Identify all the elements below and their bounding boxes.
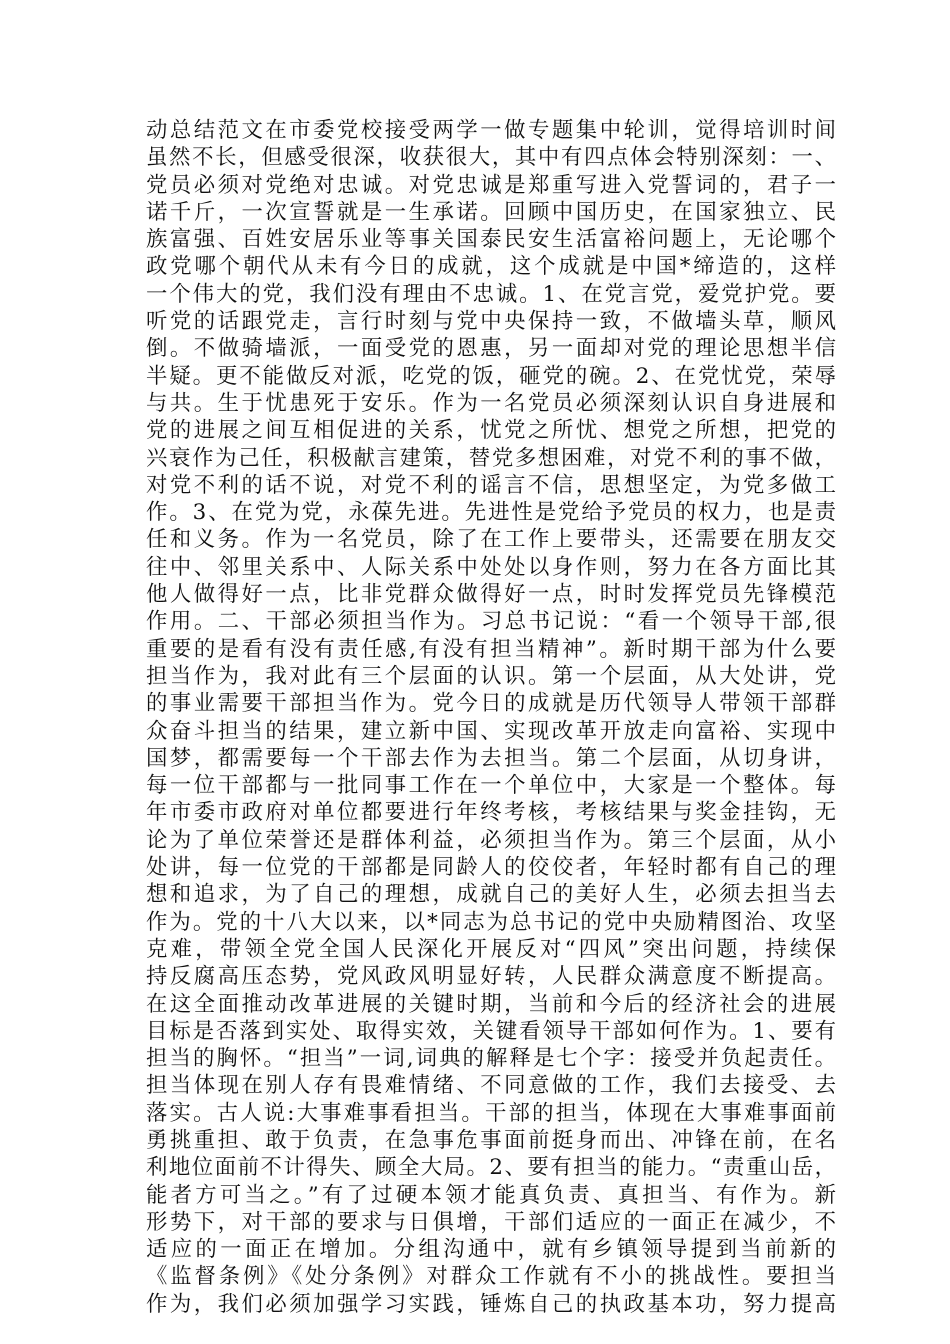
text-line: 持反腐高压态势，党风政风明显好转，人民群众满意度不断提高。 <box>146 964 836 990</box>
text-line: 担当体现在别人存有畏难情绪、不同意做的工作，我们去接受、去 <box>146 1073 836 1099</box>
text-line: 一个伟大的党，我们没有理由不忠诚。1、在党言党，爱党护党。要 <box>146 281 836 307</box>
text-line: 对党不利的话不说，对党不利的谣言不信，思想坚定，为党多做工 <box>146 472 836 498</box>
text-line: 每一位干部都与一批同事工作在一个单位中，大家是一个整体。每 <box>146 773 836 799</box>
text-line: 《监督条例》《处分条例》对群众工作就有不小的挑战性。要担当 <box>146 1264 836 1290</box>
text-line: 半疑。更不能做反对派，吃党的饭，砸党的碗。2、在党忧党，荣辱 <box>146 363 836 389</box>
text-line: 诺千斤，一次宣誓就是一生承诺。回顾中国历史，在国家独立、民 <box>146 199 836 225</box>
text-line: 勇挑重担、敢于负责，在急事危事面前挺身而出、冲锋在前，在名 <box>146 1127 836 1153</box>
text-line: 作为，我们必须加强学习实践，锤炼自己的执政基本功，努力提高 <box>146 1291 836 1317</box>
text-line: 党员必须对党绝对忠诚。对党忠诚是郑重写进入党誓词的，君子一 <box>146 172 836 198</box>
text-line: 想和追求，为了自己的理想，成就自己的美好人生，必须去担当去 <box>146 882 836 908</box>
text-line: 往中、邻里关系中、人际关系中处处以身作则，努力在各方面比其 <box>146 554 836 580</box>
text-line: 形势下，对干部的要求与日俱增，干部们适应的一面正在减少，不 <box>146 1209 836 1235</box>
text-line: 的事业需要干部担当作为。党今日的成就是历代领导人带领干部群 <box>146 691 836 717</box>
text-line: 听党的话跟党走，言行时刻与党中央保持一致，不做墙头草，顺风 <box>146 309 836 335</box>
text-line: 虽然不长，但感受很深，收获很大，其中有四点体会特别深刻：一、 <box>146 145 836 171</box>
text-line: 适应的一面正在增加。分组沟通中，就有乡镇领导提到当前新的 <box>146 1237 836 1263</box>
text-line: 在这全面推动改革进展的关键时期，当前和今后的经济社会的进展 <box>146 991 836 1017</box>
text-line: 倒。不做骑墙派，一面受党的恩惠，另一面却对党的理论思想半信 <box>146 336 836 362</box>
text-line: 处讲，每一位党的干部都是同龄人的佼佼者，年轻时都有自己的理 <box>146 855 836 881</box>
text-line: 党的进展之间互相促进的关系，忧党之所忧、想党之所想，把党的 <box>146 418 836 444</box>
text-line: 作。3、在党为党，永葆先进。先进性是党给予党员的权力，也是责 <box>146 500 836 526</box>
text-line: 作用。二、干部必须担当作为。习总书记说：“看一个领导干部,很 <box>146 609 836 635</box>
text-line: 他人做得好一点，比非党群众做得好一点，时时发挥党员先锋模范 <box>146 582 836 608</box>
body-text <box>146 117 836 1318</box>
text-line: 担当作为，我对此有三个层面的认识。第一个层面，从大处讲，党 <box>146 663 836 689</box>
text-line: 国梦，都需要每一个干部去作为去担当。第二个层面，从切身讲， <box>146 745 836 771</box>
text-line: 目标是否落到实处、取得实效，关键看领导干部如何作为。1、要有 <box>146 1018 836 1044</box>
text-line: 动总结范文在市委党校接受两学一做专题集中轮训，觉得培训时间 <box>146 118 836 143</box>
text-line: 作为。党的十八大以来，以*同志为总书记的党中央励精图治、攻坚 <box>146 909 836 935</box>
text-line: 政党哪个朝代从未有今日的成就，这个成就是中国*缔造的，这样 <box>146 254 836 280</box>
text-line: 年市委市政府对单位都要进行年终考核，考核结果与奖金挂钩，无 <box>146 800 836 826</box>
text-line: 任和义务。作为一名党员，除了在工作上要带头，还需要在朋友交 <box>146 527 836 553</box>
text-line: 利地位面前不计得失、顾全大局。2、要有担当的能力。“责重山岳， <box>146 1155 836 1181</box>
text-line: 克难，带领全党全国人民深化开展反对“四风”突出问题，持续保 <box>146 936 836 962</box>
text-line: 众奋斗担当的结果，建立新中国、实现改革开放走向富裕、实现中 <box>146 718 836 744</box>
text-line: 兴衰作为己任，积极献言建策，替党多想困难，对党不利的事不做， <box>146 445 836 471</box>
text-line: 论为了单位荣誉还是群体利益，必须担当作为。第三个层面，从小 <box>146 827 836 853</box>
text-line: 担当的胸怀。“担当”一词,词典的解释是七个字：接受并负起责任。 <box>146 1046 836 1072</box>
text-line: 重要的是看有没有责任感,有没有担当精神”。新时期干部为什么要 <box>146 636 836 662</box>
text-line: 与共。生于忧患死于安乐。作为一名党员必须深刻认识自身进展和 <box>146 390 836 416</box>
text-line: 族富强、百姓安居乐业等事关国泰民安生活富裕问题上，无论哪个 <box>146 227 836 253</box>
text-line: 能者方可当之。”有了过硬本领才能真负责、真担当、有作为。新 <box>146 1182 836 1208</box>
text-line: 落实。古人说:大事难事看担当。干部的担当，体现在大事难事面前 <box>146 1100 836 1126</box>
